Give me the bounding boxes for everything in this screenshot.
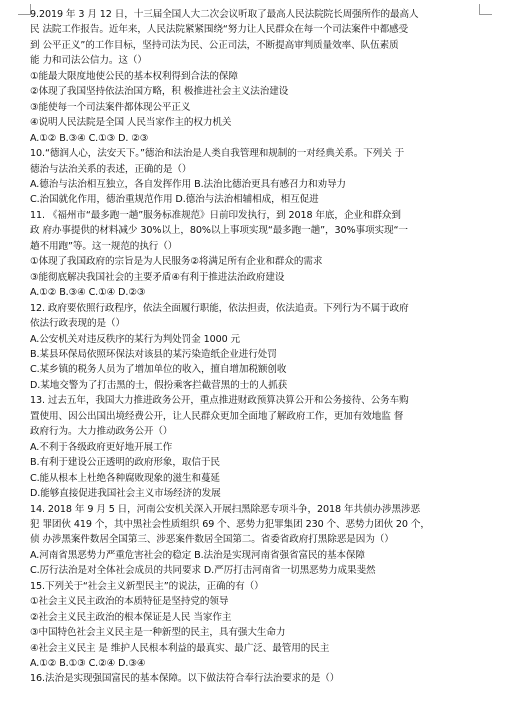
text-line: 侦 办涉黑案件数居全国第三、涉恶案件数居全国第二。省委省政府打黑除恶是因为（） (30, 534, 394, 546)
option-line: A.公安机关对违反秩序的某行为判处罚金 1000 元 (30, 333, 241, 345)
text-line: 12. 政府要依照行政程序，依法全面履行职能，依法担责，依法追责。下列行为不属于政府 (30, 302, 409, 314)
answer-choices: A.①② B.①③ C.②④ D.③④ (30, 658, 146, 670)
option-line: ④说明人民法院是全国 人民当家作主的权力机关 (30, 117, 232, 129)
text-line: 15.下列关于“社会主义新型民主”的说法，正确的有（） (30, 580, 264, 592)
option-line: ①体现了我国政府的宗旨是为人民服务②将满足所有企业和群众的需求 (30, 256, 323, 268)
text-line: 置使用、因公出国出境经费公开，让人民群众更加全面地了解政府工作，更加有效地监 督 (30, 410, 404, 422)
option-line: D.能够直接促进我国社会主义市场经济的发展 (30, 488, 221, 500)
option-line: B.有利于建设公正透明的政府形象，取信于民 (30, 457, 220, 469)
text-line: 13. 过去五年，我国大力推进政务公开，重点推进财政预算决算公开和公务接待、公务车购 (30, 395, 409, 407)
option-line: C.能从根本上杜绝各种腐败现象的滋生和蔓延 (30, 472, 220, 484)
answer-choices: A.①② B.③④ C.①③ D. ②③ (30, 132, 149, 144)
option-line: ④社会主义民主 是 维护人民根本利益的最真实、最广泛、最管用的民主 (30, 642, 330, 654)
text-line: 犯 罪团伙 419 个，其中黑社会性质组织 69 个、恶势力犯罪集团 230 个、恶势力团伙 20 个， (30, 518, 430, 530)
text-line: 11. 《福州市“最多跑一趟”服务标准规范》日前印发执行，到 2018 年底，企业和群众到 (30, 209, 401, 221)
option-line: C.某乡镇的税务人员为了增加单位的收入，擅自增加税额创收 (30, 364, 287, 376)
text-line: 政府行为。大力推动政务公开（） (30, 426, 173, 438)
document-body (30, 7, 492, 687)
option-line: ③能彻底解决我国社会的主要矛盾④有利于推进法治政府建设 (30, 271, 285, 283)
option-line: ②体现了我国坚持依法治国方略，积 极推进社会主义法治建设 (30, 86, 289, 98)
text-line: 14. 2018 年 9 月 5 日，河南公安机关深入开展扫黑除恶专项斗争，2018 年共侦办涉黑涉恶 (30, 503, 420, 515)
option-line: ③中国特色社会主义民主是一种新型的民主，具有强大生命力 (30, 627, 286, 639)
option-line: A.不利于各级政府更好地开展工作 (30, 441, 173, 453)
option-line: C.治国就化作用，德治重规范作用 D.德治与法治相辅相成，相互促进 (30, 194, 319, 206)
answer-choices: A.①② B.③④ C.①④ D.②③ (30, 287, 146, 299)
text-line: 10.“德润人心，法安天下。”德治和法治是人类自我管理和规制的一对经典关系。下列关 于 (30, 148, 405, 160)
text-line: 16.法治是实现强国富民的基本保障。以下做法符合奉行法治要求的是（） (30, 673, 340, 685)
option-line: ①能最大限度地使公民的基本权利得到合法的保障 (30, 70, 238, 82)
option-line: A.德治与法治相互独立，各自发挥作用 B.法治比德治更具有感召力和劝导力 (30, 178, 346, 190)
text-line: 政 府办事提供的材料减少 30%以上，80%以上事项实现“最多跑一趟”，30%事项实现“一 (30, 225, 408, 237)
option-line: D.某地交警为了打击黑的士，假扮乘客拦截营黑的士的人抓获 (30, 379, 288, 391)
text-line: 到 公平正义”的工作目标，坚持司法为民、公正司法，不断提高审判质量效率、队伍素质 (30, 39, 399, 51)
option-line: B.某县环保局依照环保法对该县的某污染造纸企业进行处罚 (30, 348, 277, 360)
text-line: 依法行政表现的是（） (30, 318, 125, 330)
text-line: 能 力和司法公信力。这（） (30, 55, 147, 67)
text-line: 9.2019 年 3 月 12 日，十三届全国人大二次会议听取了最高人民法院院长周强所作的最高人 (30, 9, 419, 20)
text-line: 德治与法治关系的表述，正确的是（） (30, 163, 192, 175)
option-line: A.河南省黑恶势力严重危害社会的稳定 B.法治是实现河南省强省富民的基本保障 (30, 549, 365, 561)
option-line: ②社会主义民主政治的根本保证是人民 当家作主 (30, 611, 232, 623)
option-line: C.厉行法治是对全体社会成员的共同要求 D.严厉打击河南省一切黑恶势力成果斐然 (30, 565, 376, 577)
option-line: ①社会主义民主政治的本质特征是坚持党的领导 (30, 596, 229, 608)
text-line: 民 法院工作报告。近年来，人民法院紧紧围绕“努力让人民群众在每一个司法案件中都感受 (30, 24, 409, 36)
option-line: ③能使每一个司法案件都体现公平正义 (30, 101, 191, 113)
text-line: 趟不用跑”等。这一规范的执行（） (30, 240, 178, 252)
